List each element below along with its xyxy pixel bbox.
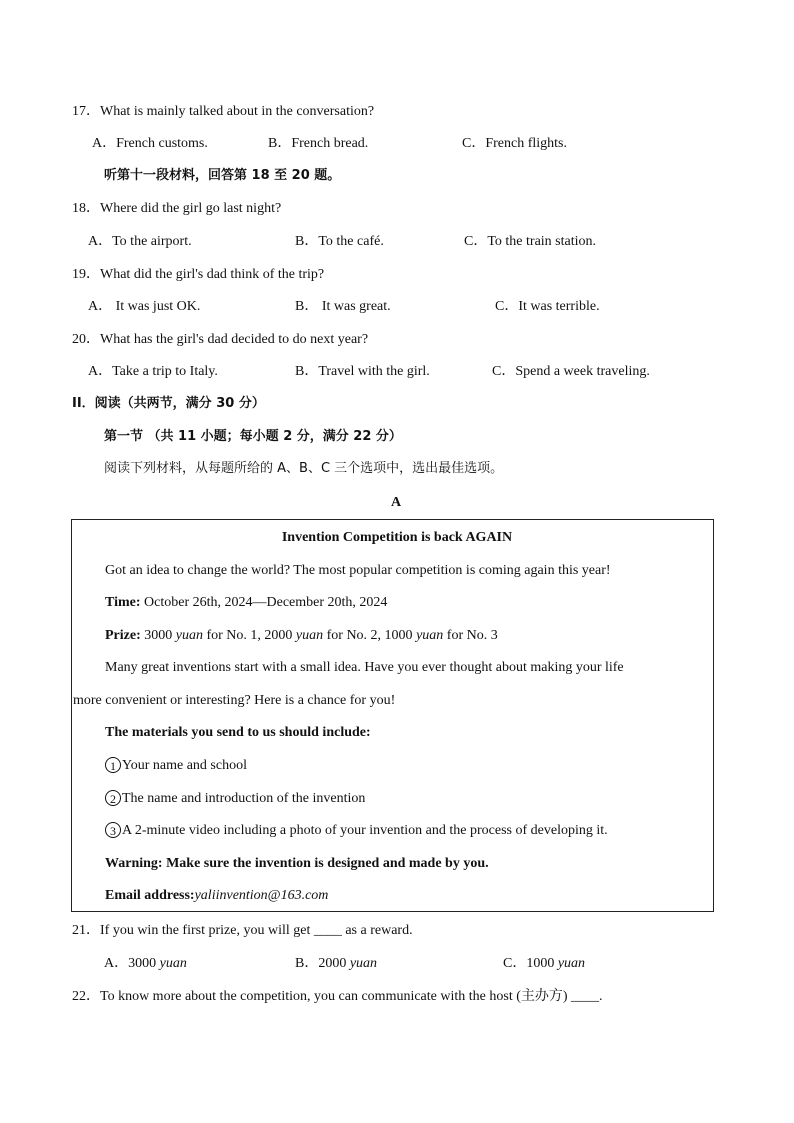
email-address: yaliinvention@163.com — [194, 888, 329, 903]
question-21-option-b-text: B．2000 — [295, 956, 350, 971]
question-19-option-a: A． It was just OK. — [88, 299, 201, 314]
question-21-stem: 21．If you win the first prize, you will get ____ as a reward. — [72, 923, 413, 938]
question-21-option-a-unit: yuan — [159, 956, 187, 971]
question-19-option-c: C．It was terrible. — [495, 299, 600, 314]
ad-warning: Warning: Make sure the invention is designed and made by you. — [105, 856, 489, 871]
question-21-option-b-unit: yuan — [349, 956, 378, 971]
material-item-2-text: The name and introduction of the invention — [122, 791, 366, 806]
material-item-2 — [105, 790, 365, 808]
question-21-option-a — [104, 955, 187, 973]
prize-unit-1: yuan — [175, 628, 203, 643]
time-value: October 26th, 2024—December 20th, 2024 — [140, 595, 388, 610]
question-20-option-b: B．Travel with the girl. — [295, 364, 430, 379]
prize-amount-1: 3000 — [140, 628, 176, 643]
question-18-stem: 18．Where did the girl go last night? — [72, 201, 282, 216]
prize-rank-1: for No. 1, 2000 — [202, 628, 296, 643]
prize-unit-3: yuan — [416, 628, 444, 643]
question-20-option-a: A．Take a trip to Italy. — [88, 364, 218, 379]
question-17-option-b: B．French bread. — [268, 136, 369, 151]
prize-unit-2: yuan — [295, 628, 324, 643]
question-21-option-b — [295, 955, 377, 973]
question-22-stem: 22．To know more about the competition, you can communicate with the host (主办方) ____. — [72, 989, 603, 1004]
question-21-option-a-text: A．3000 — [104, 956, 160, 971]
ad-paragraph-line-1: Many great inventions start with a small idea. Have you ever thought about making your life — [105, 660, 624, 675]
email-label: Email address: — [105, 888, 195, 903]
question-17-option-c: C．French flights. — [462, 136, 567, 151]
ad-intro: Got an idea to change the world? The most popular competition is coming again this year! — [105, 563, 611, 578]
passage-letter: A — [391, 495, 402, 510]
prize-rank-3: for No. 3 — [443, 628, 498, 643]
question-19-stem: 19．What did the girl's dad think of the trip? — [72, 267, 325, 282]
prize-label: Prize: — [105, 628, 141, 643]
material-item-1 — [105, 757, 247, 775]
ad-email — [105, 887, 328, 905]
material-item-3 — [105, 822, 608, 840]
materials-heading: The materials you send to us should include: — [105, 725, 371, 740]
question-17-option-a: A．French customs. — [92, 136, 208, 151]
section-11-heading: 听第十一段材料，回答第 18 至 20 题。 — [104, 168, 341, 183]
question-18-option-c: C．To the train station. — [464, 234, 597, 249]
prize-rank-2: for No. 2, 1000 — [323, 628, 417, 643]
section-1-heading: 第一节 （共 11 小题；每小题 2 分，满分 22 分） — [104, 429, 402, 444]
material-item-1-text: Your name and school — [122, 758, 247, 773]
question-19-option-b: B． It was great. — [295, 299, 391, 314]
material-item-3-text: A 2-minute video including a photo of your invention and the process of developing it. — [122, 823, 608, 838]
question-21-option-c — [503, 955, 585, 973]
ad-title: Invention Competition is back AGAIN — [281, 530, 513, 545]
part-2-heading: II．阅读（共两节，满分 30 分） — [72, 396, 265, 411]
question-18-option-b: B．To the café. — [295, 234, 384, 249]
circled-number-1: 1 — [105, 757, 121, 773]
ad-time — [105, 594, 387, 612]
time-label: Time: — [105, 595, 141, 610]
circled-number-2: 2 — [105, 790, 121, 806]
question-21-option-c-text: C．1000 — [503, 956, 558, 971]
ad-prize — [105, 627, 498, 645]
question-20-stem: 20．What has the girl's dad decided to do next year? — [72, 332, 369, 347]
ad-paragraph-line-2: more convenient or interesting? Here is a chance for you! — [73, 693, 396, 708]
question-20-option-c: C．Spend a week traveling. — [492, 364, 650, 379]
circled-number-3: 3 — [105, 822, 121, 838]
question-18-option-a: A．To the airport. — [88, 234, 192, 249]
question-21-option-c-unit: yuan — [557, 956, 586, 971]
instructions: 阅读下列材料，从每题所给的 A、B、C 三个选项中，选出最佳选项。 — [104, 461, 504, 476]
question-17-stem: 17．What is mainly talked about in the conversation? — [72, 104, 375, 119]
